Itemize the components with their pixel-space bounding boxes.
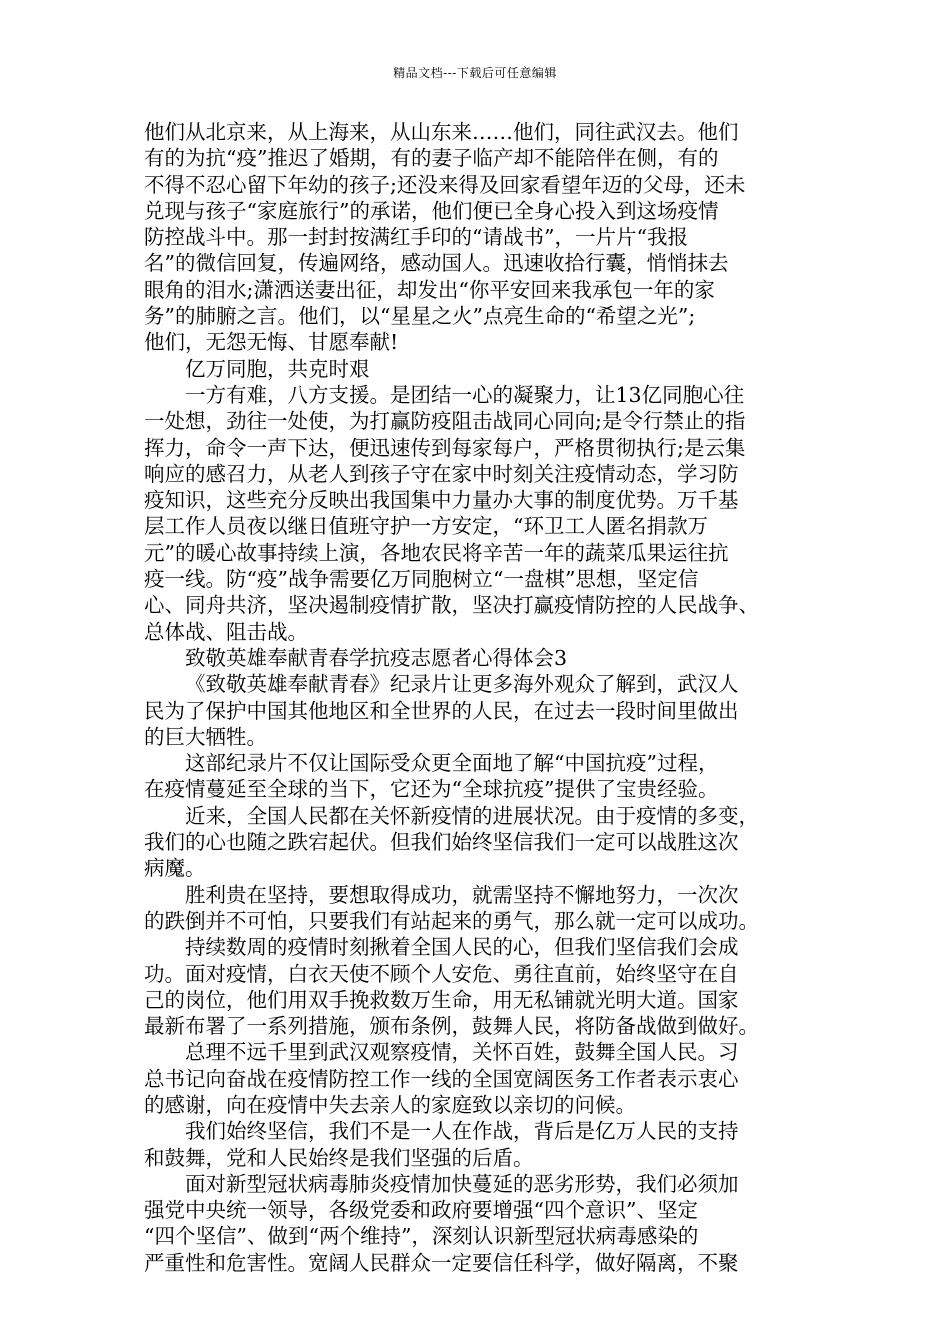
text-line: 元”的暖心故事持续上演，各地农民将辛苦一年的蔬菜瓜果运往抗 bbox=[144, 540, 729, 565]
text-line: 他们，无怨无悔、甘愿奉献! bbox=[144, 330, 399, 355]
page-header: 精品文档---下载后可任意编辑 bbox=[393, 66, 557, 80]
text-line: 响应的感召力，从老人到孩子守在家中时刻关注疫情动态，学习防 bbox=[144, 461, 739, 486]
text-line: 不得不忍心留下年幼的孩子;还没来得及回家看望年迈的父母，还未 bbox=[144, 172, 746, 197]
text-line: 民为了保护中国其他地区和全世界的人民，在过去一段时间里做出 bbox=[144, 698, 739, 723]
text-line: 这部纪录片不仅让国际受众更全面地了解“中国抗疫”过程， bbox=[185, 751, 719, 776]
text-line: 心、同舟共济，坚决遏制疫情扩散，坚决打赢疫情防控的人民战争、 bbox=[144, 593, 759, 618]
text-line: 的巨大牺牲。 bbox=[144, 724, 267, 749]
text-line: 层工作人员夜以继日值班守护一方安定，“环卫工人匿名捐款万 bbox=[144, 514, 708, 539]
text-line: “四个坚信”、做到“两个维持”，深刻认识新型冠状病毒感染的 bbox=[144, 1224, 699, 1249]
text-line: 有的为抗“疫”推迟了婚期，有的妻子临产却不能陪伴在侧，有的 bbox=[144, 146, 719, 171]
text-line: 《致敬英雄奉献青春》纪录片让更多海外观众了解到，武汉人 bbox=[185, 672, 739, 697]
text-line: 我们始终坚信，我们不是一人在作战，背后是亿万人民的支持 bbox=[185, 1119, 739, 1144]
text-line: 最新布署了一系列措施，颁布条例，鼓舞人民，将防备战做到做好。 bbox=[144, 1014, 759, 1039]
text-line: 病魔。 bbox=[144, 856, 206, 881]
text-line: 严重性和危害性。宽阔人民群众一定要信任科学，做好隔离，不聚 bbox=[144, 1250, 739, 1275]
text-line: 在疫情蔓延至全球的当下，它还为“全球抗疫”提供了宝贵经验。 bbox=[144, 777, 719, 802]
text-line: 的跌倒并不可怕，只要我们有站起来的勇气，那么就一定可以成功。 bbox=[144, 908, 759, 933]
text-line: 疫知识，这些充分反映出我国集中力量办大事的制度优势。万千基 bbox=[144, 488, 739, 513]
text-line: 他们从北京来，从上海来，从山东来……他们，同往武汉去。他们 bbox=[144, 120, 739, 144]
text-line: 一处想，劲往一处使，为打赢防疫阻击战同心同向;是令行禁止的指 bbox=[144, 409, 746, 434]
text-line: 一方有难，八方支援。是团结一心的凝聚力，让13亿同胞心往 bbox=[185, 382, 745, 407]
text-line: 持续数周的疫情时刻揪着全国人民的心，但我们坚信我们会成 bbox=[185, 935, 739, 960]
text-line: 名”的微信回复，传遍网络，感动国人。迅速收拾行囊，悄悄抹去 bbox=[144, 251, 729, 276]
text-line: 总书记向奋战在疫情防控工作一线的全国宽阔医务工作者表示衷心 bbox=[144, 1066, 739, 1091]
text-line: 己的岗位，他们用双手挽救数万生命，用无私铺就光明大道。国家 bbox=[144, 987, 739, 1012]
text-line: 总理不远千里到武汉观察疫情，关怀百姓，鼓舞全国人民。习 bbox=[185, 1040, 739, 1065]
text-line: 我们的心也随之跌宕起伏。但我们始终坚信我们一定可以战胜这次 bbox=[144, 830, 739, 855]
text-line: 胜利贵在坚持，要想取得成功，就需坚持不懈地努力，一次次 bbox=[185, 882, 739, 907]
text-line: 防控战斗中。那一封封按满红手印的“请战书”，一片片“我报 bbox=[144, 225, 688, 250]
text-line: 强党中央统一领导，各级党委和政府要增强“四个意识”、坚定 bbox=[144, 1198, 698, 1223]
text-line: 亿万同胞，共克时艰 bbox=[185, 356, 370, 381]
text-line: 总体战、阻击战。 bbox=[144, 619, 308, 644]
text-line: 致敬英雄奉献青春学抗疫志愿者心得体会3 bbox=[185, 645, 568, 670]
text-line: 兑现与孩子“家庭旅行”的承诺，他们便已全身心投入到这场疫情 bbox=[144, 198, 719, 223]
text-line: 疫一线。防“疫”战争需要亿万同胞树立“一盘棋”思想，坚定信 bbox=[144, 567, 699, 592]
text-line: 务”的肺腑之言。他们，以“星星之火”点亮生命的“希望之光”; bbox=[144, 304, 696, 329]
text-line: 眼角的泪水;潇洒送妻出征，却发出“你平安回来我承包一年的家 bbox=[144, 277, 715, 302]
document-body bbox=[144, 119, 808, 1276]
text-line: 挥力，命令一声下达，便迅速传到每家每户，严格贯彻执行;是云集 bbox=[144, 435, 746, 460]
text-line: 功。面对疫情，白衣天使不顾个人安危、勇往直前，始终坚守在自 bbox=[144, 961, 739, 986]
text-line: 和鼓舞，党和人民始终是我们坚强的后盾。 bbox=[144, 1145, 534, 1170]
text-line: 近来，全国人民都在关怀新疫情的进展状况。由于疫情的多变， bbox=[185, 803, 759, 828]
text-line: 的感谢，向在疫情中失去亲人的家庭致以亲切的问候。 bbox=[144, 1092, 636, 1117]
text-line: 面对新型冠状病毒肺炎疫情加快蔓延的恶劣形势，我们必须加 bbox=[185, 1171, 739, 1196]
